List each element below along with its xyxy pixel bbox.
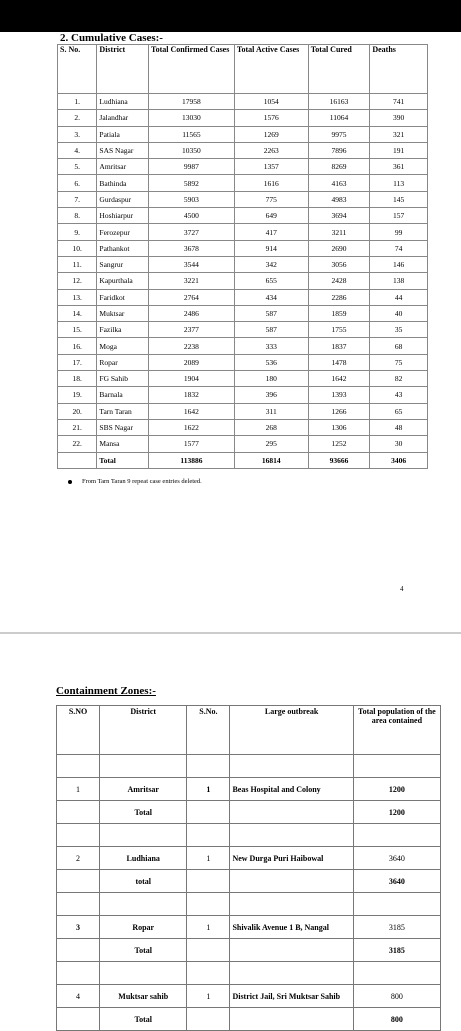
cell-confirmed: 2238 [148, 338, 234, 354]
cell-large-outbreak [230, 893, 353, 916]
cell-deaths: 40 [370, 305, 428, 321]
cell-confirmed: 1642 [148, 403, 234, 419]
cell-large-outbreak [230, 962, 353, 985]
cell-sno [58, 452, 97, 468]
cell-confirmed: 3221 [148, 273, 234, 289]
cell-deaths: 145 [370, 191, 428, 207]
col-sub-sno: S.No. [187, 706, 230, 755]
cell-sub-sno [187, 1008, 230, 1031]
table-row [58, 322, 428, 338]
table-row [58, 175, 428, 191]
cell-large-outbreak: New Durga Puri Haibowal [230, 847, 353, 870]
cell-district: SBS Nagar [97, 419, 149, 435]
cell-district [100, 962, 187, 985]
cell-sub-sno [187, 824, 230, 847]
cell-cured: 1252 [308, 436, 370, 452]
cell-cured: 11064 [308, 110, 370, 126]
col-sno: S.NO [57, 706, 100, 755]
cell-district: Barnala [97, 387, 149, 403]
cell-district: total [100, 870, 187, 893]
table-row [58, 110, 428, 126]
cell-large-outbreak [230, 939, 353, 962]
cumulative-cases-table [57, 44, 428, 469]
cell-large-outbreak: District Jail, Sri Muktsar Sahib [230, 985, 353, 1008]
cell-active: 1616 [234, 175, 308, 191]
cell-confirmed: 2377 [148, 322, 234, 338]
cell-sub-sno [187, 962, 230, 985]
cell-district: Moga [97, 338, 149, 354]
cell-large-outbreak [230, 824, 353, 847]
cell-active: 1269 [234, 126, 308, 142]
cell-district: Amritsar [97, 159, 149, 175]
col-deaths: Deaths [370, 45, 428, 94]
cell-confirmed: 1904 [148, 371, 234, 387]
table-row [57, 962, 441, 985]
table-row [58, 387, 428, 403]
cell-confirmed: 1832 [148, 387, 234, 403]
cell-confirmed: 3727 [148, 224, 234, 240]
cell-sno [57, 755, 100, 778]
table-row [57, 824, 441, 847]
cell-confirmed: 17958 [148, 94, 234, 110]
cell-district: Jalandhar [97, 110, 149, 126]
total-row [57, 939, 441, 962]
table-row [58, 256, 428, 272]
table-row [57, 778, 441, 801]
cell-district: Amritsar [100, 778, 187, 801]
cell-sno: 1 [57, 778, 100, 801]
cell-sub-sno: 1 [187, 916, 230, 939]
cell-sno: 20. [58, 403, 97, 419]
cell-sno: 21. [58, 419, 97, 435]
cell-confirmed: 11565 [148, 126, 234, 142]
table-row [58, 338, 428, 354]
cell-sno: 17. [58, 354, 97, 370]
cell-deaths: 30 [370, 436, 428, 452]
table-header-row [57, 706, 441, 755]
cell-district: Gurdaspur [97, 191, 149, 207]
cell-population: 1200 [353, 778, 440, 801]
col-population: Total population of the area contained [353, 706, 440, 755]
col-large-outbreak: Large outbreak [230, 706, 353, 755]
col-cured: Total Cured [308, 45, 370, 94]
table-row [58, 305, 428, 321]
cell-district: Ropar [97, 354, 149, 370]
table-row [58, 240, 428, 256]
cell-sno: 16. [58, 338, 97, 354]
cell-deaths: 99 [370, 224, 428, 240]
cell-large-outbreak [230, 801, 353, 824]
cell-confirmed: 10350 [148, 142, 234, 158]
cell-sub-sno: 1 [187, 985, 230, 1008]
cell-confirmed: 3544 [148, 256, 234, 272]
cell-confirmed: 1622 [148, 419, 234, 435]
cell-cured: 1478 [308, 354, 370, 370]
cell-sub-sno [187, 870, 230, 893]
cell-district [100, 893, 187, 916]
cell-sno: 13. [58, 289, 97, 305]
cell-district: Total [100, 801, 187, 824]
cell-district: Total [100, 1008, 187, 1031]
cell-confirmed: 3678 [148, 240, 234, 256]
col-district: District [100, 706, 187, 755]
cell-active: 180 [234, 371, 308, 387]
cell-sno: 7. [58, 191, 97, 207]
cell-district: Ropar [100, 916, 187, 939]
cell-deaths: 65 [370, 403, 428, 419]
table-row [58, 436, 428, 452]
cell-district: Ludhiana [97, 94, 149, 110]
cell-deaths: 3406 [370, 452, 428, 468]
cell-sno [57, 801, 100, 824]
cell-sno: 10. [58, 240, 97, 256]
cell-cured: 2286 [308, 289, 370, 305]
cell-sno: 5. [58, 159, 97, 175]
cell-sno: 4. [58, 142, 97, 158]
cell-population [353, 893, 440, 916]
cell-cured: 8269 [308, 159, 370, 175]
cell-district: Hoshiarpur [97, 208, 149, 224]
cell-district: Sangrur [97, 256, 149, 272]
cell-active: 1054 [234, 94, 308, 110]
cell-deaths: 741 [370, 94, 428, 110]
cell-large-outbreak [230, 870, 353, 893]
cell-confirmed: 4500 [148, 208, 234, 224]
cell-active: 914 [234, 240, 308, 256]
cell-confirmed: 9987 [148, 159, 234, 175]
table-row [58, 159, 428, 175]
table-row [58, 403, 428, 419]
table-row [58, 94, 428, 110]
cell-sno [57, 893, 100, 916]
cell-confirmed: 113886 [148, 452, 234, 468]
cell-sno: 14. [58, 305, 97, 321]
cell-sno: 6. [58, 175, 97, 191]
total-row [57, 870, 441, 893]
table-row [58, 224, 428, 240]
cell-deaths: 157 [370, 208, 428, 224]
cell-district: Bathinda [97, 175, 149, 191]
cell-population [353, 962, 440, 985]
cell-district: Muktsar [97, 305, 149, 321]
cell-confirmed: 1577 [148, 436, 234, 452]
cell-cured: 1393 [308, 387, 370, 403]
cell-confirmed: 2089 [148, 354, 234, 370]
cell-district: Kapurthala [97, 273, 149, 289]
cell-confirmed: 2486 [148, 305, 234, 321]
cell-district: FG Sahib [97, 371, 149, 387]
footnote-text: From Tarn Taran 9 repeat case entries deleted. [82, 478, 202, 485]
cell-cured: 3694 [308, 208, 370, 224]
cell-population: 3185 [353, 939, 440, 962]
cell-confirmed: 5903 [148, 191, 234, 207]
cell-active: 417 [234, 224, 308, 240]
cell-large-outbreak [230, 1008, 353, 1031]
cell-sno: 18. [58, 371, 97, 387]
cell-sub-sno [187, 893, 230, 916]
cell-sno: 19. [58, 387, 97, 403]
cell-sno [57, 824, 100, 847]
cell-deaths: 82 [370, 371, 428, 387]
cell-sno: 12. [58, 273, 97, 289]
cell-cured: 1306 [308, 419, 370, 435]
cell-active: 434 [234, 289, 308, 305]
cumulative-cases-heading: 2. Cumulative Cases:- [60, 32, 163, 44]
table-row [58, 354, 428, 370]
cell-active: 333 [234, 338, 308, 354]
cell-deaths: 44 [370, 289, 428, 305]
cell-district: Pathankot [97, 240, 149, 256]
cell-active: 587 [234, 322, 308, 338]
cell-cured: 1755 [308, 322, 370, 338]
table-row [58, 208, 428, 224]
cell-sno: 15. [58, 322, 97, 338]
cell-sub-sno: 1 [187, 778, 230, 801]
cell-active: 1576 [234, 110, 308, 126]
cell-district: Patiala [97, 126, 149, 142]
cell-cured: 7896 [308, 142, 370, 158]
footnote [68, 478, 202, 485]
cell-cured: 2428 [308, 273, 370, 289]
cell-large-outbreak [230, 755, 353, 778]
cell-deaths: 48 [370, 419, 428, 435]
cell-population: 3185 [353, 916, 440, 939]
containment-zones-heading: Containment Zones:- [56, 685, 156, 697]
cell-cured: 9975 [308, 126, 370, 142]
cell-sno [57, 870, 100, 893]
cell-population: 3640 [353, 870, 440, 893]
cell-sub-sno [187, 755, 230, 778]
cell-district: Total [100, 939, 187, 962]
cell-cured: 4163 [308, 175, 370, 191]
cell-cured: 1642 [308, 371, 370, 387]
cell-sno [57, 1008, 100, 1031]
cell-district: Ferozepur [97, 224, 149, 240]
cell-population: 800 [353, 985, 440, 1008]
cell-active: 268 [234, 419, 308, 435]
cell-active: 655 [234, 273, 308, 289]
table-row [58, 371, 428, 387]
cell-sno [57, 962, 100, 985]
cell-sno: 11. [58, 256, 97, 272]
total-row [57, 1008, 441, 1031]
cell-active: 342 [234, 256, 308, 272]
cell-sno: 3 [57, 916, 100, 939]
cell-confirmed: 2764 [148, 289, 234, 305]
table-row [58, 273, 428, 289]
cell-active: 775 [234, 191, 308, 207]
cell-sub-sno [187, 801, 230, 824]
cell-population [353, 755, 440, 778]
cell-sno: 2. [58, 110, 97, 126]
cell-active: 2263 [234, 142, 308, 158]
cell-population: 800 [353, 1008, 440, 1031]
table-row [57, 755, 441, 778]
cell-confirmed: 5892 [148, 175, 234, 191]
total-row [57, 801, 441, 824]
total-row [58, 452, 428, 468]
cell-sno: 3. [58, 126, 97, 142]
cell-cured: 1266 [308, 403, 370, 419]
col-active: Total Active Cases [234, 45, 308, 94]
cell-deaths: 146 [370, 256, 428, 272]
top-black-bar [0, 0, 461, 32]
cell-district: Tarn Taran [97, 403, 149, 419]
cell-deaths: 75 [370, 354, 428, 370]
cell-deaths: 74 [370, 240, 428, 256]
cell-cured: 16163 [308, 94, 370, 110]
cell-district [100, 824, 187, 847]
cell-active: 311 [234, 403, 308, 419]
cell-sno: 22. [58, 436, 97, 452]
cell-active: 536 [234, 354, 308, 370]
table-row [58, 142, 428, 158]
page-number: 4 [400, 585, 404, 593]
cell-sno: 1. [58, 94, 97, 110]
cell-cured: 1859 [308, 305, 370, 321]
cell-active: 1357 [234, 159, 308, 175]
cell-active: 587 [234, 305, 308, 321]
cell-confirmed: 13030 [148, 110, 234, 126]
cell-population [353, 824, 440, 847]
containment-zones-table [56, 705, 441, 1031]
cell-deaths: 390 [370, 110, 428, 126]
cell-sub-sno: 1 [187, 847, 230, 870]
cell-deaths: 191 [370, 142, 428, 158]
table-row [58, 191, 428, 207]
cell-cured: 3211 [308, 224, 370, 240]
cell-deaths: 321 [370, 126, 428, 142]
table-row [57, 916, 441, 939]
cell-cured: 1837 [308, 338, 370, 354]
cell-sno: 4 [57, 985, 100, 1008]
cell-active: 16814 [234, 452, 308, 468]
cell-population: 3640 [353, 847, 440, 870]
cell-sno: 9. [58, 224, 97, 240]
table-row [58, 419, 428, 435]
cell-deaths: 113 [370, 175, 428, 191]
table-row [58, 289, 428, 305]
col-confirmed: Total Confirmed Cases [148, 45, 234, 94]
cell-population: 1200 [353, 801, 440, 824]
table-row [58, 126, 428, 142]
cell-large-outbreak: Shivalik Avenue 1 B, Nangal [230, 916, 353, 939]
cell-cured: 4983 [308, 191, 370, 207]
cell-sno [57, 939, 100, 962]
cell-deaths: 35 [370, 322, 428, 338]
cell-sno: 8. [58, 208, 97, 224]
cell-deaths: 68 [370, 338, 428, 354]
cell-district: Ludhiana [100, 847, 187, 870]
table-row [57, 893, 441, 916]
cell-district: Total [97, 452, 149, 468]
cell-deaths: 361 [370, 159, 428, 175]
cell-cured: 93666 [308, 452, 370, 468]
cell-deaths: 138 [370, 273, 428, 289]
cell-sub-sno [187, 939, 230, 962]
bullet-icon [68, 480, 72, 484]
cell-cured: 3056 [308, 256, 370, 272]
table-row [57, 985, 441, 1008]
table-header-row [58, 45, 428, 94]
cell-district: Faridkot [97, 289, 149, 305]
cell-sno: 2 [57, 847, 100, 870]
cell-deaths: 43 [370, 387, 428, 403]
cell-active: 295 [234, 436, 308, 452]
cell-active: 649 [234, 208, 308, 224]
cell-active: 396 [234, 387, 308, 403]
col-district: District [97, 45, 149, 94]
cell-district: Mansa [97, 436, 149, 452]
cell-district: Muktsar sahib [100, 985, 187, 1008]
table-row [57, 847, 441, 870]
col-sno: S. No. [58, 45, 97, 94]
page-divider [0, 632, 461, 634]
cell-district [100, 755, 187, 778]
cell-large-outbreak: Beas Hospital and Colony [230, 778, 353, 801]
cell-district: SAS Nagar [97, 142, 149, 158]
cell-district: Fazilka [97, 322, 149, 338]
cell-cured: 2690 [308, 240, 370, 256]
